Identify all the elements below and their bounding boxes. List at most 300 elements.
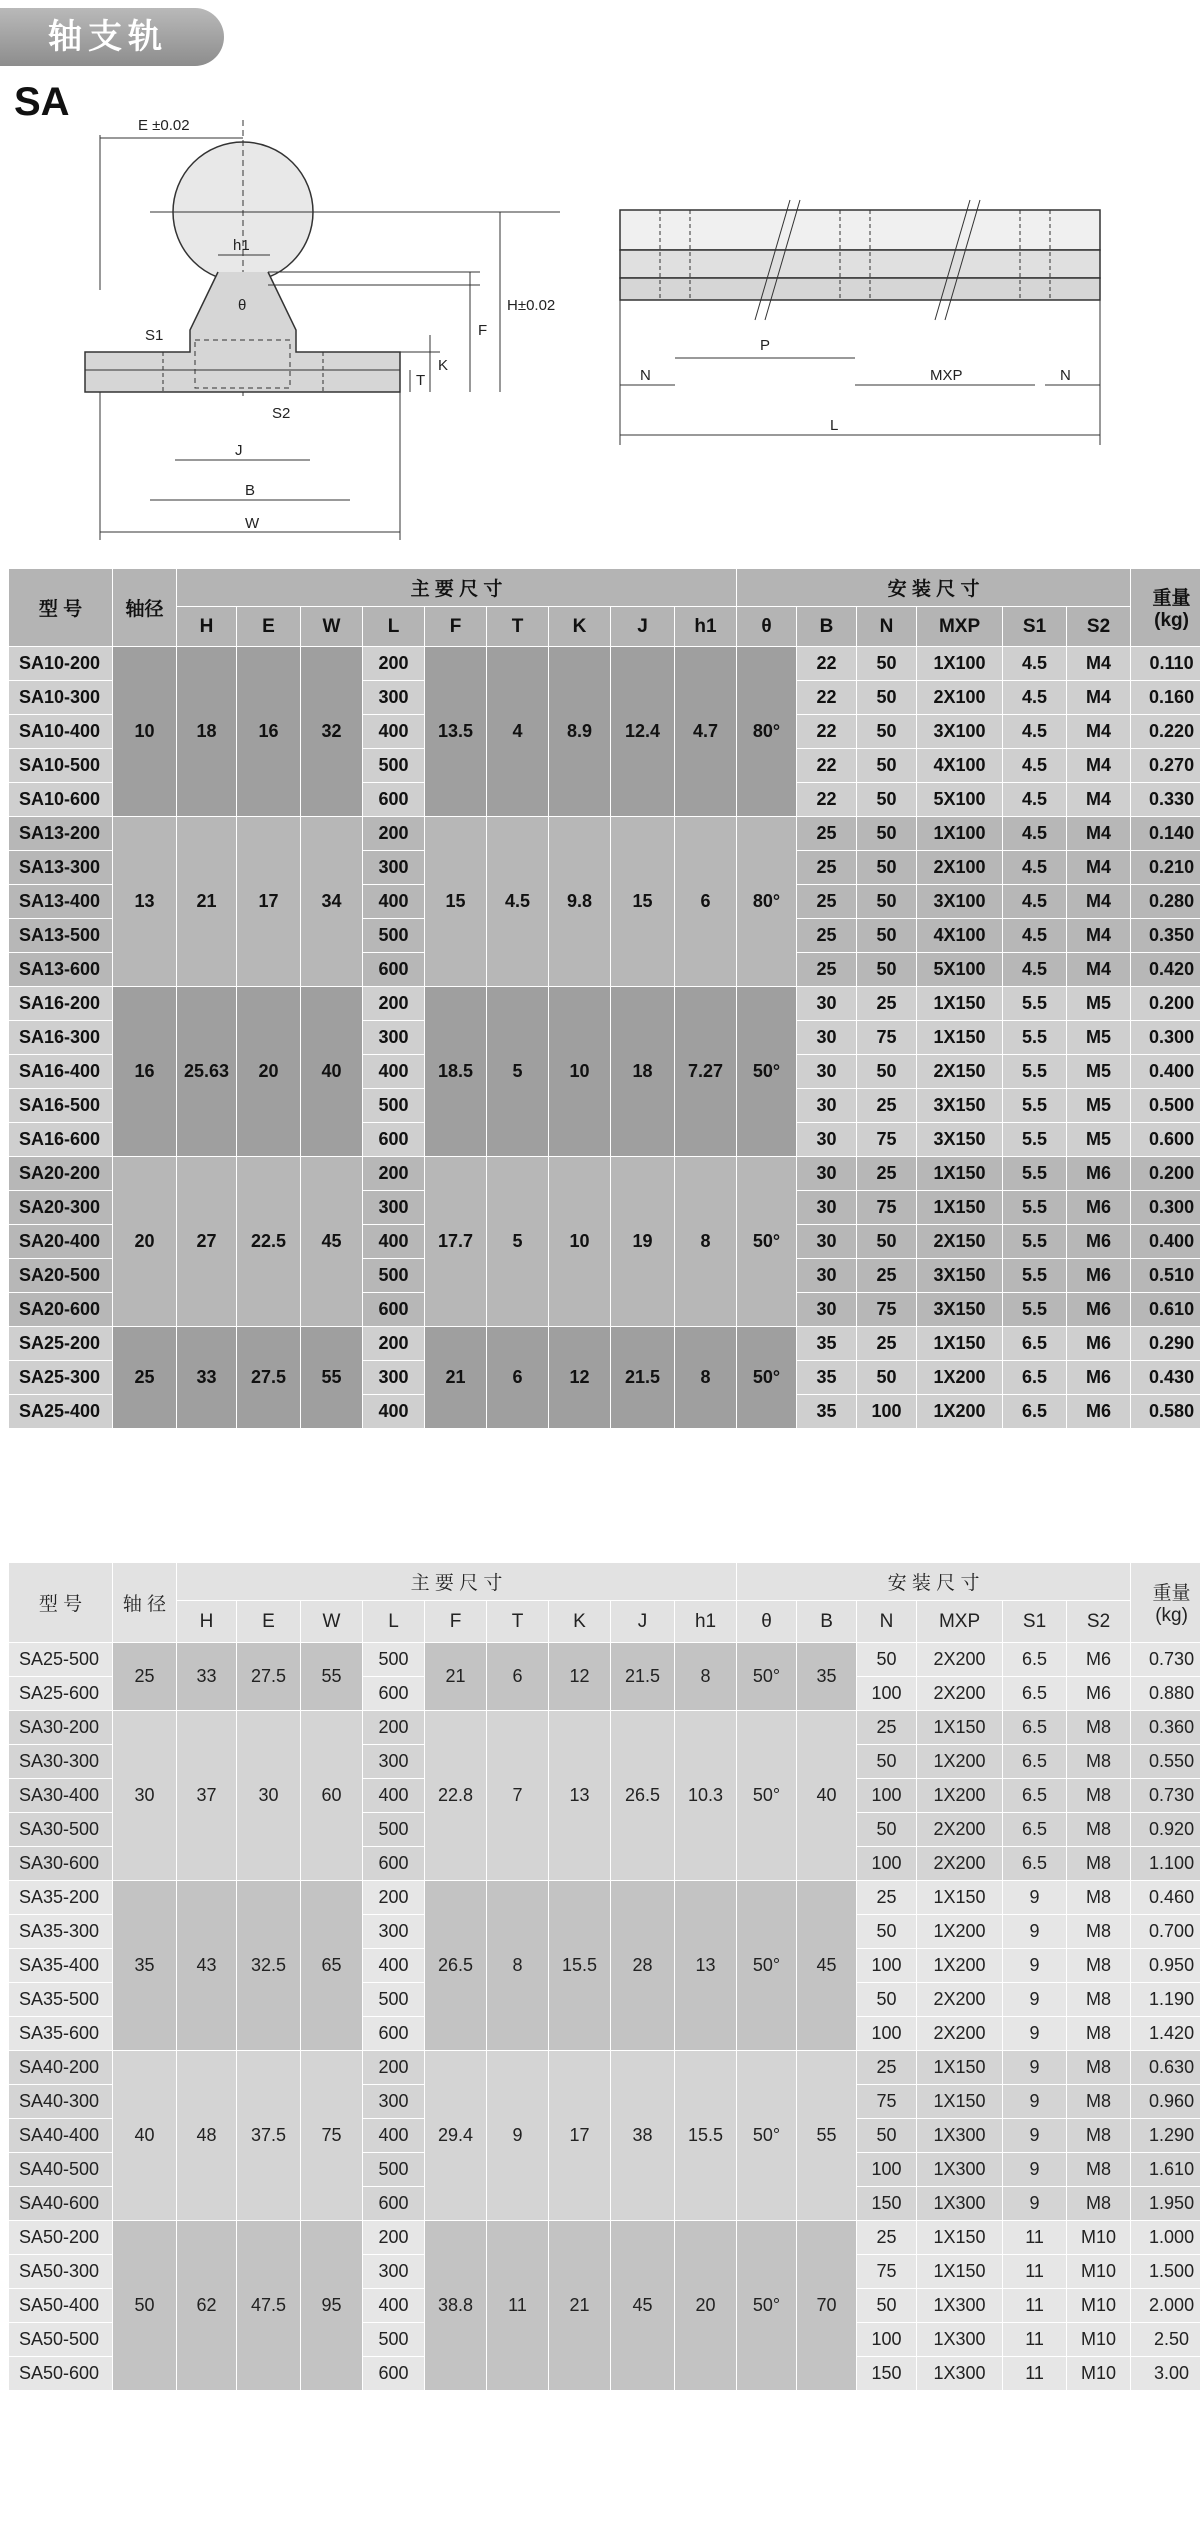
cell-S2: M6 [1067, 1395, 1131, 1429]
cell-kg: 0.200 [1131, 987, 1200, 1021]
cell-MXP: 2X100 [917, 681, 1003, 715]
cell-S1: 9 [1003, 1881, 1067, 1915]
cell-S2: M4 [1067, 749, 1131, 783]
cell-theta: 50° [737, 1711, 797, 1881]
cell-N: 25 [857, 2051, 917, 2085]
header-col-K: K [549, 607, 611, 647]
cell-J: 19 [611, 1157, 675, 1327]
cell-model: SA10-200 [9, 647, 113, 681]
cell-h1: 13 [675, 1881, 737, 2051]
cell-MXP: 1X150 [917, 1157, 1003, 1191]
cell-MXP: 3X150 [917, 1259, 1003, 1293]
cell-B: 25 [797, 953, 857, 987]
cell-N: 25 [857, 1711, 917, 1745]
cell-N: 50 [857, 1813, 917, 1847]
cell-W: 40 [301, 987, 363, 1157]
cell-shaft: 16 [113, 987, 177, 1157]
cell-L: 600 [363, 1847, 425, 1881]
cell-S2: M8 [1067, 2085, 1131, 2119]
cell-E: 22.5 [237, 1157, 301, 1327]
cell-kg: 0.510 [1131, 1259, 1200, 1293]
cell-N: 25 [857, 1157, 917, 1191]
spec-table-1 [8, 568, 1200, 1429]
cell-S2: M6 [1067, 1361, 1131, 1395]
header-shaft: 轴径 [113, 569, 177, 647]
cell-S2: M10 [1067, 2323, 1131, 2357]
cell-shaft: 30 [113, 1711, 177, 1881]
cell-MXP: 2X100 [917, 851, 1003, 885]
cell-S2: M8 [1067, 1711, 1131, 1745]
cell-S1: 9 [1003, 1949, 1067, 1983]
cell-S1: 6.5 [1003, 1813, 1067, 1847]
cell-model: SA10-500 [9, 749, 113, 783]
cell-S2: M8 [1067, 2051, 1131, 2085]
cell-S2: M10 [1067, 2221, 1131, 2255]
cell-L: 400 [363, 2119, 425, 2153]
label-P: P [760, 337, 771, 354]
cell-L: 400 [363, 1779, 425, 1813]
cell-N: 100 [857, 2017, 917, 2051]
cell-L: 300 [363, 1021, 425, 1055]
cell-S1: 9 [1003, 2017, 1067, 2051]
cell-N: 25 [857, 1881, 917, 1915]
cell-N: 50 [857, 2289, 917, 2323]
cell-MXP: 5X100 [917, 953, 1003, 987]
cell-model: SA30-600 [9, 1847, 113, 1881]
cell-B: 22 [797, 681, 857, 715]
cell-L: 500 [363, 749, 425, 783]
cell-model: SA10-300 [9, 681, 113, 715]
cell-B: 70 [797, 2221, 857, 2391]
cell-K: 12 [549, 1643, 611, 1711]
model-title: SA [14, 80, 70, 124]
cell-S2: M8 [1067, 1745, 1131, 1779]
cell-model: SA20-300 [9, 1191, 113, 1225]
cell-N: 100 [857, 1847, 917, 1881]
cell-L: 600 [363, 1123, 425, 1157]
header-col-h1: h1 [675, 1601, 737, 1643]
cell-model: SA35-500 [9, 1983, 113, 2017]
header-col-W: W [301, 607, 363, 647]
header-model: 型 号 [9, 1563, 113, 1643]
cell-shaft: 40 [113, 2051, 177, 2221]
cell-kg: 0.610 [1131, 1293, 1200, 1327]
cell-K: 12 [549, 1327, 611, 1429]
cell-W: 55 [301, 1327, 363, 1429]
cell-N: 50 [857, 919, 917, 953]
cell-model: SA40-500 [9, 2153, 113, 2187]
cell-MXP: 1X300 [917, 2119, 1003, 2153]
cell-model: SA16-200 [9, 987, 113, 1021]
cell-S2: M6 [1067, 1327, 1131, 1361]
header-col-θ: θ [737, 1601, 797, 1643]
cell-kg: 0.460 [1131, 1881, 1200, 1915]
cell-MXP: 1X200 [917, 1949, 1003, 1983]
cell-model: SA35-600 [9, 2017, 113, 2051]
cell-MXP: 2X200 [917, 1677, 1003, 1711]
cell-shaft: 25 [113, 1643, 177, 1711]
cell-kg: 0.300 [1131, 1021, 1200, 1055]
cell-J: 21.5 [611, 1643, 675, 1711]
cell-kg: 0.290 [1131, 1327, 1200, 1361]
cell-N: 100 [857, 2153, 917, 2187]
header-col-L: L [363, 1601, 425, 1643]
cell-B: 22 [797, 749, 857, 783]
cell-h1: 8 [675, 1327, 737, 1429]
cell-J: 28 [611, 1881, 675, 2051]
cell-MXP: 2X150 [917, 1225, 1003, 1259]
cell-L: 600 [363, 2357, 425, 2391]
cell-MXP: 2X200 [917, 1847, 1003, 1881]
cell-S2: M6 [1067, 1643, 1131, 1677]
cell-model: SA50-600 [9, 2357, 113, 2391]
cell-W: 55 [301, 1643, 363, 1711]
cell-L: 200 [363, 987, 425, 1021]
cell-L: 200 [363, 2221, 425, 2255]
cell-kg: 0.950 [1131, 1949, 1200, 1983]
cell-model: SA13-300 [9, 851, 113, 885]
cell-model: SA35-400 [9, 1949, 113, 1983]
header-weight-label: 重量 [1152, 1583, 1191, 1604]
cell-S1: 9 [1003, 2085, 1067, 2119]
cell-kg: 0.270 [1131, 749, 1200, 783]
cell-N: 75 [857, 1293, 917, 1327]
cell-kg: 0.400 [1131, 1225, 1200, 1259]
cell-S1: 4.5 [1003, 749, 1067, 783]
label-S1: S1 [145, 327, 164, 344]
cell-N: 100 [857, 1395, 917, 1429]
cell-S1: 6.5 [1003, 1395, 1067, 1429]
cell-H: 33 [177, 1643, 237, 1711]
label-N-left: N [640, 367, 651, 384]
label-theta: θ [238, 297, 247, 314]
cell-S2: M10 [1067, 2289, 1131, 2323]
cell-MXP: 4X100 [917, 919, 1003, 953]
label-T: T [416, 372, 426, 389]
header-col-S1: S1 [1003, 607, 1067, 647]
cell-K: 15.5 [549, 1881, 611, 2051]
cell-L: 500 [363, 2323, 425, 2357]
cell-J: 18 [611, 987, 675, 1157]
cell-S1: 5.5 [1003, 1191, 1067, 1225]
cell-K: 10 [549, 987, 611, 1157]
cell-S1: 6.5 [1003, 1779, 1067, 1813]
cell-L: 300 [363, 851, 425, 885]
label-K: K [438, 357, 449, 374]
cell-S1: 5.5 [1003, 1225, 1067, 1259]
cell-S1: 9 [1003, 1983, 1067, 2017]
cell-S2: M8 [1067, 2119, 1131, 2153]
cell-MXP: 1X100 [917, 647, 1003, 681]
cell-kg: 0.400 [1131, 1055, 1200, 1089]
cell-model: SA35-300 [9, 1915, 113, 1949]
cell-W: 75 [301, 2051, 363, 2221]
cell-N: 150 [857, 2357, 917, 2391]
cell-S1: 11 [1003, 2255, 1067, 2289]
cell-MXP: 1X150 [917, 1711, 1003, 1745]
cell-model: SA50-300 [9, 2255, 113, 2289]
cell-model: SA20-600 [9, 1293, 113, 1327]
cell-T: 7 [487, 1711, 549, 1881]
cell-T: 8 [487, 1881, 549, 2051]
cell-L: 200 [363, 1881, 425, 1915]
cell-S1: 4.5 [1003, 885, 1067, 919]
cell-E: 17 [237, 817, 301, 987]
cell-MXP: 1X300 [917, 2323, 1003, 2357]
section-title: 轴支轨 [0, 8, 224, 66]
cell-N: 50 [857, 647, 917, 681]
header-col-B: B [797, 607, 857, 647]
cell-B: 30 [797, 1157, 857, 1191]
cell-theta: 50° [737, 1643, 797, 1711]
cell-model: SA30-500 [9, 1813, 113, 1847]
header-main-dimensions: 主 要 尺 寸 [177, 569, 737, 607]
cell-kg: 1.950 [1131, 2187, 1200, 2221]
cell-L: 400 [363, 1395, 425, 1429]
cell-kg: 1.610 [1131, 2153, 1200, 2187]
header-col-F: F [425, 1601, 487, 1643]
cell-S2: M4 [1067, 783, 1131, 817]
header-col-N: N [857, 607, 917, 647]
cell-L: 500 [363, 1259, 425, 1293]
cell-S1: 6.5 [1003, 1643, 1067, 1677]
cell-MXP: 2X200 [917, 2017, 1003, 2051]
cell-kg: 0.730 [1131, 1643, 1200, 1677]
cell-model: SA20-500 [9, 1259, 113, 1293]
cell-H: 27 [177, 1157, 237, 1327]
cell-J: 26.5 [611, 1711, 675, 1881]
cell-S1: 5.5 [1003, 987, 1067, 1021]
label-L: L [830, 417, 839, 434]
cell-h1: 10.3 [675, 1711, 737, 1881]
technical-drawing [0, 100, 1200, 550]
header-weight [1131, 1563, 1200, 1643]
cell-L: 300 [363, 1361, 425, 1395]
cell-MXP: 4X100 [917, 749, 1003, 783]
table-row [9, 987, 1200, 1021]
cell-L: 500 [363, 1983, 425, 2017]
cell-N: 75 [857, 2255, 917, 2289]
cell-S1: 5.5 [1003, 1055, 1067, 1089]
cell-H: 21 [177, 817, 237, 987]
cell-E: 20 [237, 987, 301, 1157]
cell-L: 200 [363, 817, 425, 851]
cell-kg: 0.500 [1131, 1089, 1200, 1123]
cell-S1: 4.5 [1003, 817, 1067, 851]
cell-S2: M6 [1067, 1259, 1131, 1293]
cell-L: 400 [363, 2289, 425, 2323]
cell-model: SA35-200 [9, 1881, 113, 1915]
cell-MXP: 1X150 [917, 2051, 1003, 2085]
cell-S2: M4 [1067, 715, 1131, 749]
cell-MXP: 3X150 [917, 1089, 1003, 1123]
cell-B: 30 [797, 1089, 857, 1123]
table-row [9, 1157, 1200, 1191]
cell-L: 400 [363, 715, 425, 749]
cell-MXP: 3X100 [917, 885, 1003, 919]
cell-S2: M8 [1067, 1813, 1131, 1847]
cell-theta: 80° [737, 647, 797, 817]
cell-L: 500 [363, 919, 425, 953]
cell-T: 6 [487, 1327, 549, 1429]
label-H: H±0.02 [507, 297, 556, 314]
cell-model: SA25-600 [9, 1677, 113, 1711]
cell-N: 25 [857, 1089, 917, 1123]
cell-W: 95 [301, 2221, 363, 2391]
cell-B: 30 [797, 1123, 857, 1157]
cell-S1: 5.5 [1003, 1021, 1067, 1055]
cell-theta: 50° [737, 987, 797, 1157]
cell-T: 6 [487, 1643, 549, 1711]
cell-model: SA13-200 [9, 817, 113, 851]
cell-S2: M4 [1067, 919, 1131, 953]
cell-S1: 6.5 [1003, 1847, 1067, 1881]
cell-S2: M4 [1067, 817, 1131, 851]
cell-L: 300 [363, 1745, 425, 1779]
cell-MXP: 2X200 [917, 1983, 1003, 2017]
cell-S2: M4 [1067, 851, 1131, 885]
cell-shaft: 20 [113, 1157, 177, 1327]
cell-N: 50 [857, 817, 917, 851]
cell-T: 9 [487, 2051, 549, 2221]
cell-MXP: 3X100 [917, 715, 1003, 749]
cell-F: 21 [425, 1327, 487, 1429]
cell-E: 27.5 [237, 1327, 301, 1429]
cell-S2: M8 [1067, 2017, 1131, 2051]
cell-F: 22.8 [425, 1711, 487, 1881]
cell-model: SA25-300 [9, 1361, 113, 1395]
cell-L: 600 [363, 1293, 425, 1327]
cell-S1: 4.5 [1003, 681, 1067, 715]
header-install-dimensions: 安 装 尺 寸 [737, 1563, 1131, 1601]
cell-S2: M10 [1067, 2357, 1131, 2391]
cell-L: 300 [363, 1191, 425, 1225]
cell-B: 22 [797, 783, 857, 817]
cell-model: SA50-400 [9, 2289, 113, 2323]
cell-S1: 6.5 [1003, 1327, 1067, 1361]
cell-MXP: 1X300 [917, 2153, 1003, 2187]
cell-L: 200 [363, 1327, 425, 1361]
cell-MXP: 1X150 [917, 1191, 1003, 1225]
table-row [9, 817, 1200, 851]
cell-model: SA16-300 [9, 1021, 113, 1055]
cell-N: 50 [857, 851, 917, 885]
cell-B: 22 [797, 647, 857, 681]
header-col-S1: S1 [1003, 1601, 1067, 1643]
cell-model: SA13-600 [9, 953, 113, 987]
cell-S2: M4 [1067, 647, 1131, 681]
cell-h1: 8 [675, 1157, 737, 1327]
cell-MXP: 1X300 [917, 2289, 1003, 2323]
cell-W: 65 [301, 1881, 363, 2051]
cell-kg: 0.730 [1131, 1779, 1200, 1813]
cell-MXP: 1X150 [917, 2221, 1003, 2255]
cell-kg: 0.220 [1131, 715, 1200, 749]
cell-E: 16 [237, 647, 301, 817]
cell-MXP: 3X150 [917, 1123, 1003, 1157]
cell-S1: 9 [1003, 2153, 1067, 2187]
cell-S1: 9 [1003, 2187, 1067, 2221]
cell-B: 30 [797, 1191, 857, 1225]
cell-MXP: 1X200 [917, 1745, 1003, 1779]
cell-S2: M8 [1067, 1915, 1131, 1949]
cell-MXP: 1X150 [917, 1327, 1003, 1361]
header-col-J: J [611, 607, 675, 647]
cell-kg: 1.190 [1131, 1983, 1200, 2017]
header-col-T: T [487, 1601, 549, 1643]
cell-B: 25 [797, 885, 857, 919]
cell-model: SA25-500 [9, 1643, 113, 1677]
cell-H: 25.63 [177, 987, 237, 1157]
header-col-E: E [237, 1601, 301, 1643]
cell-B: 55 [797, 2051, 857, 2221]
cell-S2: M5 [1067, 987, 1131, 1021]
cell-N: 100 [857, 1949, 917, 1983]
cell-B: 25 [797, 851, 857, 885]
cell-S2: M8 [1067, 1847, 1131, 1881]
cell-E: 32.5 [237, 1881, 301, 2051]
cell-S1: 5.5 [1003, 1089, 1067, 1123]
cell-W: 45 [301, 1157, 363, 1327]
cell-kg: 0.140 [1131, 817, 1200, 851]
cell-B: 30 [797, 1021, 857, 1055]
cell-MXP: 1X150 [917, 1881, 1003, 1915]
cell-L: 200 [363, 647, 425, 681]
cell-S1: 5.5 [1003, 1157, 1067, 1191]
header-main-dimensions: 主 要 尺 寸 [177, 1563, 737, 1601]
label-J: J [235, 442, 243, 459]
cell-N: 50 [857, 681, 917, 715]
cell-J: 12.4 [611, 647, 675, 817]
header-shaft: 轴 径 [113, 1563, 177, 1643]
cell-L: 500 [363, 1643, 425, 1677]
header-col-MXP: MXP [917, 607, 1003, 647]
cell-kg: 0.630 [1131, 2051, 1200, 2085]
cell-MXP: 2X200 [917, 1813, 1003, 1847]
cell-S2: M8 [1067, 1881, 1131, 1915]
cell-H: 18 [177, 647, 237, 817]
cell-S2: M6 [1067, 1157, 1131, 1191]
cell-S2: M8 [1067, 2187, 1131, 2221]
cell-W: 32 [301, 647, 363, 817]
header-col-B: B [797, 1601, 857, 1643]
cell-N: 100 [857, 1779, 917, 1813]
cell-theta: 50° [737, 1157, 797, 1327]
cell-S1: 4.5 [1003, 953, 1067, 987]
header-col-N: N [857, 1601, 917, 1643]
cell-N: 50 [857, 1983, 917, 2017]
cell-E: 37.5 [237, 2051, 301, 2221]
cell-N: 100 [857, 2323, 917, 2357]
cell-F: 15 [425, 817, 487, 987]
cell-B: 35 [797, 1395, 857, 1429]
cell-N: 50 [857, 1225, 917, 1259]
cell-S2: M8 [1067, 1949, 1131, 1983]
cell-shaft: 25 [113, 1327, 177, 1429]
cell-L: 400 [363, 1949, 425, 1983]
cell-B: 25 [797, 817, 857, 851]
cell-L: 400 [363, 1055, 425, 1089]
cell-W: 60 [301, 1711, 363, 1881]
header-col-H: H [177, 607, 237, 647]
cell-L: 200 [363, 2051, 425, 2085]
header-model: 型 号 [9, 569, 113, 647]
header-weight [1131, 569, 1200, 647]
cell-h1: 6 [675, 817, 737, 987]
cell-L: 600 [363, 783, 425, 817]
cell-N: 50 [857, 1055, 917, 1089]
cell-N: 50 [857, 783, 917, 817]
